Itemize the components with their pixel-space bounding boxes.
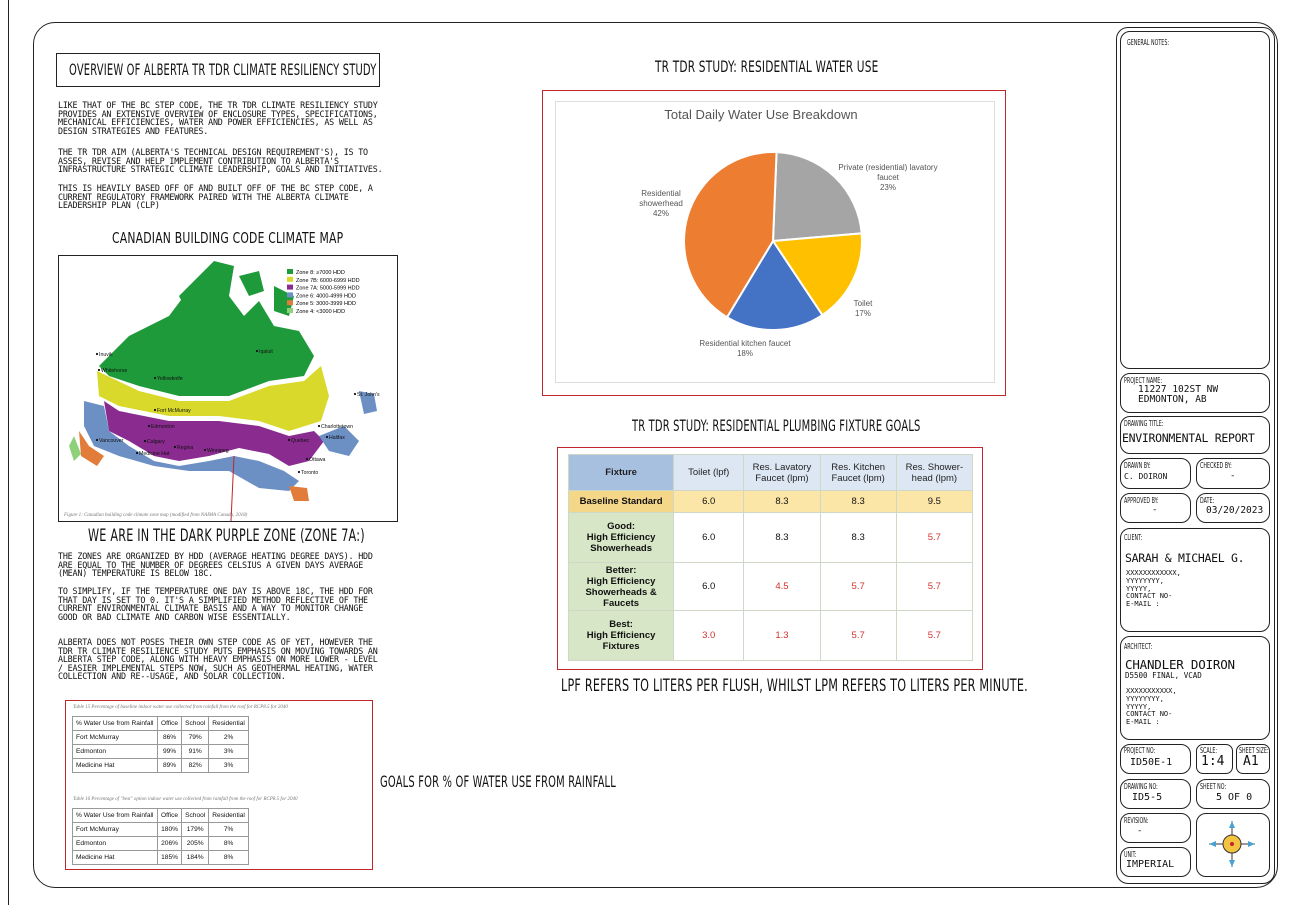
header-cell: % Water Use from Rainfall bbox=[73, 717, 158, 731]
value-cell: 79% bbox=[182, 731, 209, 745]
overview-paragraph-3: THIS IS HEAVILY BASED OFF OF AND BUILT OFF OF THE BC STEP CODE, A CURRENT REGULATORY FRAMEWORK PAIRED WITH THE ALBERTA CLIMATE LEADERSHIP PLAN (CLP) bbox=[58, 183, 373, 211]
legend-label: Zone 8: ≥7000 HDD bbox=[296, 270, 345, 276]
legend-swatch bbox=[287, 285, 293, 290]
fixture-value-cell: 5.7 bbox=[896, 611, 972, 661]
city-marker bbox=[154, 377, 156, 379]
value-cell: 180% bbox=[158, 823, 182, 837]
table-row bbox=[569, 611, 973, 661]
pie-slice-percent: 23% bbox=[879, 183, 896, 192]
project-name-value: 11227 102ST NW EDMONTON, AB bbox=[1138, 384, 1219, 405]
fixture-value-cell: 1.3 bbox=[744, 611, 820, 661]
rainfall-table-2-caption: Table 16 Percentage of "best" option indoor water use collected from rainfall from the roof for RCP8.5 for 2040 bbox=[73, 797, 298, 802]
fixture-label-cell: Good: High Efficiency Showerheads bbox=[569, 513, 674, 563]
pie-slice-percent: 18% bbox=[736, 349, 753, 358]
value-cell: 205% bbox=[182, 837, 209, 851]
city-label: Halifax bbox=[329, 435, 345, 441]
fixture-value-cell: 5.7 bbox=[820, 563, 896, 611]
zone-4-region bbox=[69, 436, 81, 461]
table-row bbox=[73, 745, 249, 759]
city-marker bbox=[306, 458, 308, 460]
fixture-value-cell: 5.7 bbox=[820, 611, 896, 661]
scale-value: 1:4 bbox=[1201, 754, 1225, 769]
architect-name: CHANDLER DOIRON bbox=[1125, 657, 1235, 672]
zone-paragraph-2: TO SIMPLIFY, IF THE TEMPERATURE ONE DAY IS ABOVE 18C, THE HDD FOR THAT DAY IS SET TO 0. IT'S A SIMPLIFIED METHOD REFLECTIVE OF THE CURRENT ENVIRONMENTAL CLIMATE BASIS AND A WAY TO MONITOR CHANGE GOOD OR BAD CLIMATE AND CARBON WISE ESSENTIALLY. bbox=[58, 586, 373, 622]
city-label: Ottawa bbox=[309, 457, 326, 463]
revision-value: - bbox=[1137, 826, 1143, 836]
value-cell: 91% bbox=[182, 745, 209, 759]
fixture-value-cell: 5.7 bbox=[896, 513, 972, 563]
value-cell: 179% bbox=[182, 823, 209, 837]
water-use-heading: TR TDR STUDY: RESIDENTIAL WATER USE bbox=[655, 57, 879, 76]
table-row bbox=[73, 731, 249, 745]
rainfall-table-1-caption: Table 15 Percentage of baseline indoor water use collected from rainfall from the roof for RCP8.5 for 2040 bbox=[73, 705, 288, 710]
fixtures-table bbox=[568, 454, 973, 661]
map-title: CANADIAN BUILDING CODE CLIMATE MAP bbox=[112, 229, 344, 247]
table-row bbox=[569, 513, 973, 563]
table-row bbox=[73, 851, 249, 865]
general-notes-label: GENERAL NOTES: bbox=[1127, 38, 1169, 47]
drawing-title-value: ENVIRONMENTAL REPORT bbox=[1122, 431, 1255, 445]
table-row bbox=[73, 837, 249, 851]
pie-slice-name: Toilet bbox=[853, 299, 873, 308]
header-cell: Residential bbox=[209, 717, 249, 731]
city-label: St. John's bbox=[357, 392, 380, 398]
pie-slice-name: Private (residential) lavatory faucet bbox=[838, 163, 938, 182]
drawing-no-label: DRAWING NO: bbox=[1124, 782, 1158, 791]
value-cell: 3% bbox=[209, 759, 249, 773]
city-marker bbox=[298, 471, 300, 473]
legend-swatch bbox=[287, 300, 293, 305]
project-no-label: PROJECT NO: bbox=[1124, 746, 1156, 755]
city-cell: Medicine Hat bbox=[73, 851, 158, 865]
architect-details: XXXXXXXXXXX, YYYYYYYY, YYYYY, CONTACT NO- E-MAIL : bbox=[1126, 687, 1177, 727]
fixture-value-cell: 8.3 bbox=[820, 513, 896, 563]
checked-by-label: CHECKED BY: bbox=[1200, 461, 1232, 470]
climate-map-frame bbox=[58, 255, 398, 522]
pie-slice-name: Residential kitchen faucet bbox=[699, 339, 791, 348]
sheet-size-value: A1 bbox=[1243, 754, 1259, 769]
header-cell: School bbox=[182, 717, 209, 731]
header-cell: % Water Use from Rainfall bbox=[73, 809, 158, 823]
value-cell: 99% bbox=[158, 745, 182, 759]
city-marker bbox=[154, 409, 156, 411]
fixture-value-cell: 9.5 bbox=[896, 491, 972, 513]
unit-label: UNIT: bbox=[1124, 850, 1137, 859]
city-cell: Edmonton bbox=[73, 745, 158, 759]
city-marker bbox=[98, 369, 100, 371]
legend-label: Zone 7B: 6000-6999 HDD bbox=[296, 277, 360, 284]
fixture-value-cell: 6.0 bbox=[674, 513, 744, 563]
city-marker bbox=[136, 452, 138, 454]
fixture-value-cell: 4.5 bbox=[744, 563, 820, 611]
zone-paragraph-1: THE ZONES ARE ORGANIZED BY HDD (AVERAGE HEATING DEGREE DAYS). HDD ARE EQUAL TO THE NUMBER OF DEGREES CELSIUS A GIVEN DAYS AVERAGE (MEAN) TEMPERATURE IS BELOW 18C. bbox=[58, 551, 373, 579]
city-cell: Medicine Hat bbox=[73, 759, 158, 773]
header-cell: Office bbox=[158, 717, 182, 731]
table-row bbox=[569, 563, 973, 611]
city-marker bbox=[354, 393, 356, 395]
overview-paragraph-2: THE TR TDR AIM (ALBERTA'S TECHNICAL DESIGN REQUIREMENT'S), IS TO ASSES, REVISE AND HELP IMPLEMENT CONTRIBUTION TO ALBERTA'S INFRASTRUCTURE STRATEGIC CLIMATE LEADERSHIP, GOALS AND INITIATIVES. bbox=[58, 147, 383, 175]
city-label: Winnipeg bbox=[207, 448, 229, 454]
legend-label: Zone 4: <3000 HDD bbox=[296, 309, 346, 315]
fixture-value-cell: 3.0 bbox=[674, 611, 744, 661]
date-label: DATE: bbox=[1200, 496, 1215, 505]
city-marker bbox=[318, 425, 320, 427]
city-label: Toronto bbox=[301, 470, 319, 476]
canada-climate-map bbox=[59, 256, 397, 521]
sheet-edge-line bbox=[8, 0, 9, 905]
value-cell: 185% bbox=[158, 851, 182, 865]
city-label: Iqaluit bbox=[259, 349, 273, 355]
fixture-label-cell: Best: High Efficiency Fixtures bbox=[569, 611, 674, 661]
city-label: Inuvik bbox=[99, 352, 113, 358]
city-label: Fort McMurray bbox=[157, 408, 191, 414]
legend-swatch bbox=[287, 277, 293, 282]
header-cell: Toilet (lpf) bbox=[674, 455, 744, 491]
table-header-row bbox=[73, 717, 249, 731]
fixture-label-cell: Better: High Efficiency Showerheads & Faucets bbox=[569, 563, 674, 611]
sheet-no-label: SHEET NO: bbox=[1200, 782, 1227, 791]
value-cell: 89% bbox=[158, 759, 182, 773]
header-cell: Res. Lavatory Faucet (lpm) bbox=[744, 455, 820, 491]
header-cell: Res. Shower-head (lpm) bbox=[896, 455, 972, 491]
city-marker bbox=[96, 353, 98, 355]
pie-slice-percent: 17% bbox=[854, 309, 871, 318]
scale-label: SCALE: bbox=[1200, 746, 1218, 755]
city-label: Medicine Hat bbox=[139, 451, 170, 457]
client-label: CLIENT: bbox=[1124, 533, 1143, 542]
value-cell: 206% bbox=[158, 837, 182, 851]
header-cell: Res. Kitchen Faucet (lpm) bbox=[820, 455, 896, 491]
sheet-no-value: 5 OF 0 bbox=[1216, 792, 1253, 803]
checked-by-value: - bbox=[1230, 471, 1236, 481]
table-row bbox=[569, 491, 973, 513]
pie-slice-label bbox=[833, 163, 943, 193]
table-header-row bbox=[569, 455, 973, 491]
fixtures-table-box bbox=[557, 447, 983, 670]
fixture-value-cell: 6.0 bbox=[674, 563, 744, 611]
drawing-title-label: DRAWING TITLE: bbox=[1124, 419, 1164, 428]
value-cell: 8% bbox=[209, 837, 249, 851]
pie-slice-label bbox=[833, 299, 893, 319]
city-marker bbox=[288, 439, 290, 441]
drawn-by-value: C. DOIRON bbox=[1124, 472, 1168, 481]
city-label: Yellowknife bbox=[157, 376, 183, 382]
compass-rose-icon bbox=[1206, 818, 1258, 870]
fixtures-note: LPF REFERS TO LITERS PER FLUSH, WHILST LPM REFERS TO LITERS PER MINUTE. bbox=[561, 676, 1028, 696]
legend-swatch bbox=[287, 308, 293, 313]
fixture-value-cell: 8.3 bbox=[820, 491, 896, 513]
overview-paragraph-1: LIKE THAT OF THE BC STEP CODE, THE TR TDR CLIMATE RESILIENCY STUDY PROVIDES AN EXTENSIVE OVERVIEW OF ENCLOSURE TYPES, SPECIFICATIONS, MECHANICAL EFFICIENCIES, WATER AND POWER EFFICIENCIES, AS WELL AS DESIGN STRATEGIES AND FEATURES. bbox=[58, 100, 378, 136]
city-marker bbox=[148, 425, 150, 427]
project-no-value: ID50E-1 bbox=[1130, 757, 1173, 768]
city-marker bbox=[326, 436, 328, 438]
approved-by-label: APPROVED BY: bbox=[1124, 496, 1159, 505]
city-marker bbox=[96, 439, 98, 441]
city-cell: Fort McMurray bbox=[73, 823, 158, 837]
general-notes-box bbox=[1120, 31, 1270, 369]
city-marker bbox=[144, 440, 146, 442]
city-label: Calgary bbox=[147, 439, 165, 445]
water-use-chart-box bbox=[542, 90, 1006, 396]
zone-title: WE ARE IN THE DARK PURPLE ZONE (ZONE 7A:) bbox=[88, 526, 365, 546]
rainfall-goals-label: GOALS FOR % OF WATER USE FROM RAINFALL bbox=[380, 772, 616, 791]
header-cell: Fixture bbox=[569, 455, 674, 491]
legend-swatch bbox=[287, 269, 293, 274]
revision-label: REVISION: bbox=[1124, 816, 1149, 825]
city-label: Regina bbox=[177, 445, 194, 451]
drawing-no-value: ID5-5 bbox=[1132, 792, 1163, 803]
fixture-value-cell: 5.7 bbox=[896, 563, 972, 611]
header-cell: School bbox=[182, 809, 209, 823]
value-cell: 3% bbox=[209, 745, 249, 759]
chart-title: Total Daily Water Use Breakdown bbox=[664, 107, 858, 122]
client-name: SARAH & MICHAEL G. bbox=[1125, 551, 1245, 565]
value-cell: 86% bbox=[158, 731, 182, 745]
rainfall-tables-box bbox=[65, 700, 373, 870]
legend-swatch bbox=[287, 292, 293, 297]
fixture-value-cell: 8.3 bbox=[744, 491, 820, 513]
city-label: Vancouver bbox=[99, 438, 124, 444]
city-marker bbox=[256, 350, 258, 352]
project-name-label: PROJECT NAME: bbox=[1124, 376, 1162, 385]
value-cell: 2% bbox=[209, 731, 249, 745]
sheet-size-label: SHEET SIZE: bbox=[1239, 746, 1269, 755]
table-row bbox=[73, 759, 249, 773]
city-marker bbox=[204, 449, 206, 451]
fixtures-heading: TR TDR STUDY: RESIDENTIAL PLUMBING FIXTURE GOALS bbox=[632, 416, 921, 435]
city-label: Quebec bbox=[291, 438, 310, 444]
overview-title: OVERVIEW OF ALBERTA TR TDR CLIMATE RESILIENCY STUDY bbox=[69, 60, 377, 79]
pie-slice-label bbox=[690, 339, 800, 359]
rainfall-table-2 bbox=[72, 808, 249, 865]
client-details: XXXXXXXXXXXX, YYYYYYYY, YYYYY, CONTACT NO- E-MAIL : bbox=[1126, 569, 1181, 609]
architect-sub: D5500 FINAL, VCAD bbox=[1125, 671, 1202, 680]
city-label: Edmonton bbox=[151, 424, 175, 430]
fixture-value-cell: 6.0 bbox=[674, 491, 744, 513]
map-caption: Figure 1: Canadian building code climate zone map (modified from NAIMA Canada, 2018) bbox=[64, 513, 248, 518]
unit-value: IMPERIAL bbox=[1126, 859, 1175, 870]
city-label: Charlottetown bbox=[321, 424, 354, 430]
city-marker bbox=[174, 446, 176, 448]
approved-by-value: - bbox=[1152, 505, 1158, 515]
legend-label: Zone 7A: 5000-5999 HDD bbox=[296, 285, 360, 292]
date-value: 03/20/2023 bbox=[1206, 505, 1264, 516]
pie-slice-label bbox=[626, 189, 696, 219]
pie-slice-name: Residential showerhead bbox=[639, 189, 683, 208]
table-header-row bbox=[73, 809, 249, 823]
value-cell: 82% bbox=[182, 759, 209, 773]
zone-paragraph-3: ALBERTA DOES NOT POSES THEIR OWN STEP CODE AS OF YET, HOWEVER THE TDR TR CLIMATE RESILIENCE STUDY PUTS EMPHASIS ON MOVING TOWARDS AN ALBERTA STEP CODE, ALONG WITH HEAVY EMPHASIS ON MORE LOWER - LEVEL / EASIER IMPLEMENTAL STEPS NOW, SUCH AS GEOTHERMAL HEATING, WATER COLLECTION AND RE--USAGE, AND SOLAR COLLECTION. bbox=[58, 637, 378, 682]
legend-label: Zone 5: 3000-3999 HDD bbox=[296, 301, 356, 308]
value-cell: 8% bbox=[209, 851, 249, 865]
rainfall-table-1 bbox=[72, 716, 249, 773]
table-row bbox=[73, 823, 249, 837]
value-cell: 184% bbox=[182, 851, 209, 865]
header-cell: Office bbox=[158, 809, 182, 823]
fixture-value-cell: 8.3 bbox=[744, 513, 820, 563]
legend-label: Zone 6: 4000-4999 HDD bbox=[296, 293, 356, 300]
pie-slice-percent: 42% bbox=[652, 209, 669, 218]
header-cell: Residential bbox=[209, 809, 249, 823]
drawn-by-label: DRAWN BY: bbox=[1124, 461, 1151, 470]
fixture-label-cell: Baseline Standard bbox=[569, 491, 674, 513]
map-legend bbox=[287, 269, 360, 315]
city-label: Whitehorse bbox=[101, 368, 128, 374]
city-cell: Fort McMurray bbox=[73, 731, 158, 745]
architect-label: ARCHITECT: bbox=[1124, 642, 1153, 651]
value-cell: 7% bbox=[209, 823, 249, 837]
city-cell: Edmonton bbox=[73, 837, 158, 851]
